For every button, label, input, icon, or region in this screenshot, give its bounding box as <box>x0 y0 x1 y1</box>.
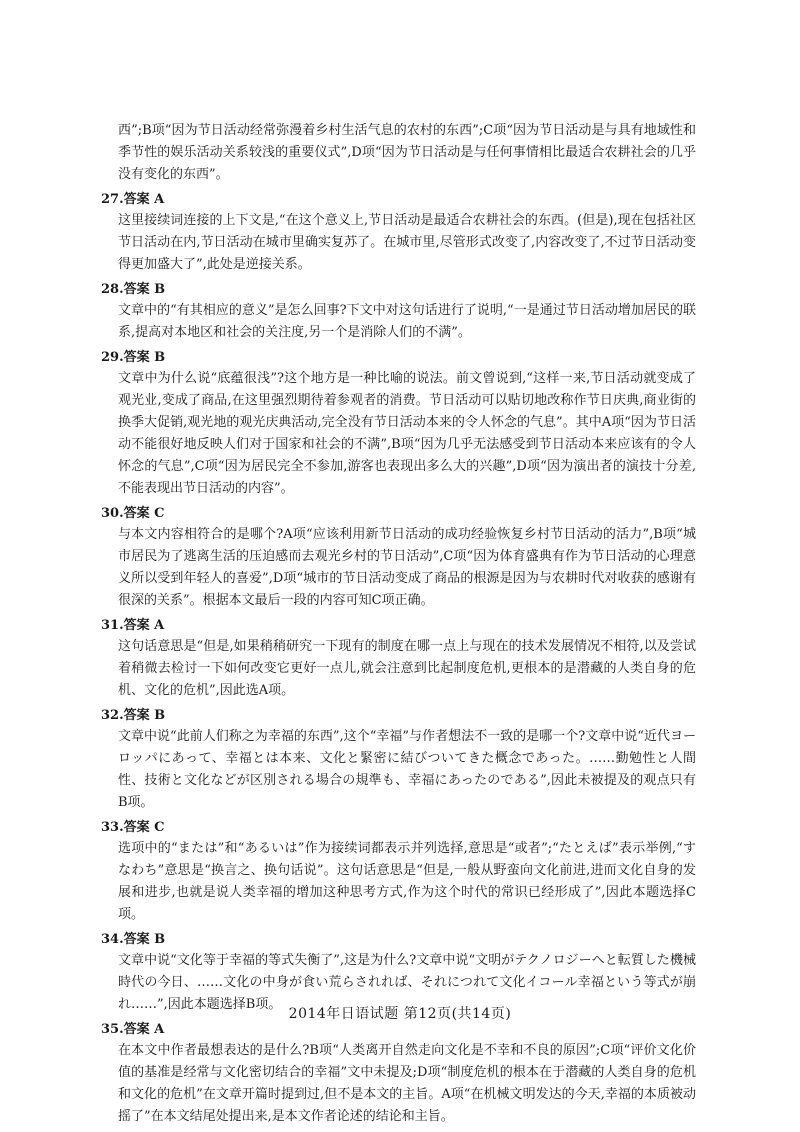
answer-item-35 <box>101 1019 696 1128</box>
answer-heading <box>101 503 696 524</box>
explanation-text: 这句话意思是“但是,如果稍稍研究一下现有的制度在哪一点上与现在的技术发展情况不相符,以及尝试着稍微去检讨一下如何改变它更好一点儿,就会注意到比起制度危机,更根本的是潜藏的人类自身的危机、文化的危机”,因此选A项。 <box>118 639 696 698</box>
answer-label: 答案 <box>123 506 150 521</box>
answer-heading <box>101 347 696 368</box>
answer-letter: B <box>154 350 166 365</box>
explanation-text: 在本文中作者最想表达的是什么?B项“人类离开自然走向文化是不幸和不良的原因”;C项“评价文化价值的基准是经常与文化密切结合的幸福”文中未提及;D项“制度危机的根本在于潜藏的人类自身的危机和文化的危机”在文章开篇时提到过,但不是本文的主旨。A项“在机械文明发达的今天,幸福的本质被动摇了”在本文结尾处提出来,是本文作者论述的结论和主旨。 <box>118 1043 696 1124</box>
answer-letter: A <box>154 618 165 633</box>
answer-item-27 <box>101 189 696 276</box>
answer-letter: A <box>154 192 165 207</box>
question-number: 34. <box>101 932 124 947</box>
question-number: 35. <box>101 1022 124 1037</box>
answer-label: 答案 <box>123 282 150 297</box>
explanation-text: 这里接续词连接的上下文是,“在这个意义上,节日活动是最适合农耕社会的东西。(但是),现在包括社区节日活动在内,节日活动在城市里确实复苏了。在城市里,尽管形式改变了,内容改变了,不过节日活动变得更加盛大了”,此处是逆接关系。 <box>118 213 696 272</box>
page-footer: 2014年日语试题 第12页(共14页) <box>288 1006 512 1022</box>
answer-label: 答案 <box>123 350 150 365</box>
answer-heading <box>101 279 696 300</box>
answer-letter: A <box>154 1022 165 1037</box>
answer-letter: C <box>154 506 165 521</box>
question-number: 33. <box>101 820 124 835</box>
answer-label: 答案 <box>123 932 150 947</box>
answer-item-30 <box>101 503 696 612</box>
answer-item-33 <box>101 817 696 926</box>
answer-heading <box>101 929 696 950</box>
answer-heading <box>101 705 696 726</box>
question-number: 27. <box>101 192 124 207</box>
question-number: 29. <box>101 350 124 365</box>
answer-label: 答案 <box>123 1022 150 1037</box>
explanation-text: 与本文内容相符合的是哪个?A项“应该利用新节日活动的成功经验恢复乡村节日活动的活力”,B项“城市居民为了逃离生活的压迫感而去观光乡村的节日活动”,C项“因为体育盛典有作为节日活动的心理意义所以受到年轻人的喜爱”,D项“城市的节日活动变成了商品的根源是因为与农耕时代对收获的感谢有很深的关系”。根据本文最后一段的内容可知C项正确。 <box>118 527 696 608</box>
answer-label: 答案 <box>123 708 150 723</box>
answer-label: 答案 <box>123 192 150 207</box>
answer-heading <box>101 615 696 636</box>
explanation-text: 文章中说“文化等于幸福的等式失衡了”,这是为什么?文章中说“文明がテクノロジーへと転質した機械時代の今日、……文化の中身が食い荒らされれば、それにつれて文化イコール幸福という等式が崩れ……”,因此本题选择B项。 <box>118 953 696 1012</box>
answer-item-31 <box>101 615 696 702</box>
explanation-text: 文章中的“有其相应的意义”是怎么回事?下文中对这句话进行了说明,“一是通过节日活动增加居民的联系,提高对本地区和社会的关注度,另一个是消除人们的不满”。 <box>118 303 696 340</box>
intro-paragraph: 西”;B项“因为节日活动经常弥漫着乡村生活气息的农村的东西”;C项“因为节日活动是与具有地域性和季节性的娱乐活动关系较浅的重要仪式”,D项“因为节日活动是与任何事情相比最适合农耕社会的几乎没有变化的东西”。 <box>118 123 696 182</box>
document-body <box>101 120 696 1131</box>
answer-item-29 <box>101 347 696 500</box>
explanation-text: 选项中的“または”和“あるいは”作为接续词都表示并列选择,意思是“或者”;“たとえば”表示举例,“すなわち”意思是“换言之、换句话说”。这句话意思是“但是,一般从野蛮向文化前进,进而文化自身的发展和进步,也就是说人类幸福的增加这种思考方式,作为这个时代的常识已经形成了”,因此本题选择C项。 <box>118 841 696 922</box>
answer-heading <box>101 817 696 838</box>
question-number: 31. <box>101 618 124 633</box>
answer-letter: B <box>154 282 166 297</box>
explanation-text: 文章中为什么说“底蕴很浅”?这个地方是一种比喻的说法。前文曾说到,“这样一来,节日活动就变成了观光业,变成了商品,在这里强烈期待着参观者的消费。节日活动可以贴切地改称作节日庆典,商业街的换季大促销,观光地的观光庆典活动,完全没有节日活动本来的令人怀念的气息”。其中A项“因为节日活动不能很好地反映人们对于国家和社会的不满”,B项“因为几乎无法感受到节日活动本来应该有的令人怀念的气息”,C项“因为居民完全不参加,游客也表现出多么大的兴趣”,D项“因为演出者的演技十分差,不能表现出节日活动的内容”。 <box>118 371 696 496</box>
answer-label: 答案 <box>123 618 150 633</box>
answer-letter: B <box>154 708 166 723</box>
question-number: 28. <box>101 282 124 297</box>
answer-item-28 <box>101 279 696 344</box>
answer-letter: B <box>154 932 166 947</box>
answer-item-32 <box>101 705 696 814</box>
explanation-text: 文章中说“此前人们称之为幸福的东西”,这个“幸福”与作者想法不一致的是哪一个?文章中说“近代ヨーロッパにあって、幸福とは本来、文化と緊密に結びついてきた概念であった。……勤勉性と人間性、技術と文化などが区別される場合の規準も、幸福にあったのである”,因此未被提及的观点只有B项。 <box>118 729 696 810</box>
answer-heading <box>101 189 696 210</box>
answer-label: 答案 <box>123 820 150 835</box>
question-number: 32. <box>101 708 124 723</box>
answer-letter: C <box>154 820 165 835</box>
question-number: 30. <box>101 506 124 521</box>
